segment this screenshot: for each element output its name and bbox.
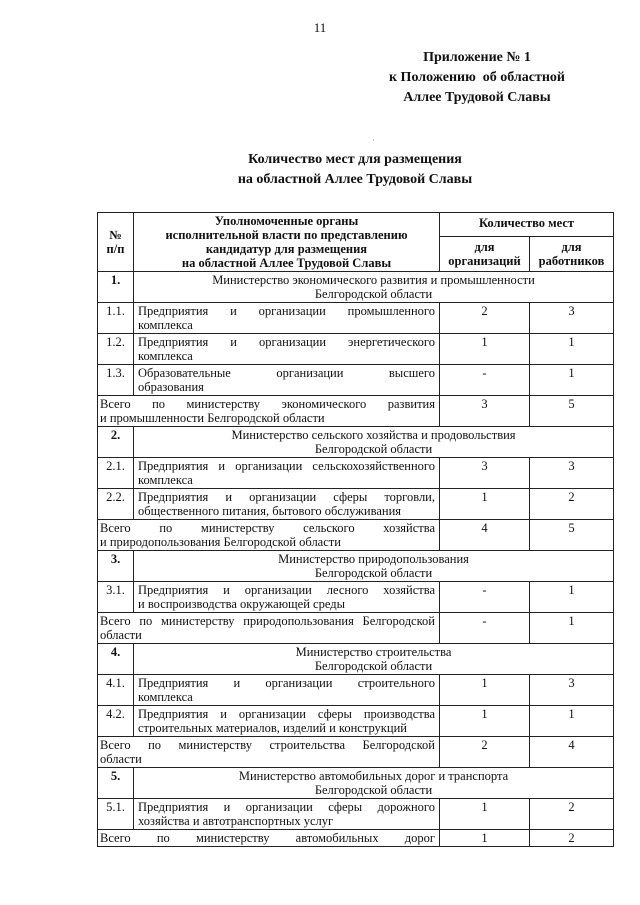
section-title-line: Белгородской области [314,783,433,797]
table-row [98,799,614,830]
section-title-line: Белгородской области [314,659,433,673]
row-description-line: Предприятия и организации сферы производства [138,707,435,721]
table-row [98,458,614,489]
row-description-line: Предприятия и организации сферы торговли, [138,490,435,504]
table-row [98,365,614,396]
row-organizations-count: 1 [440,334,530,365]
total-description [98,613,440,644]
row-description [134,706,440,737]
section-title-line: Белгородской области [314,442,433,456]
row-description-line: Предприятия и организации энергетического [138,335,435,349]
total-organizations-count: 4 [440,520,530,551]
header-number: № п/п [98,213,134,272]
section-title-line: Министерство природопользования [278,552,469,566]
row-description-line: комплекса [138,318,193,332]
section-title [134,644,614,675]
row-description-line: образования [138,380,204,394]
document-title [0,150,640,190]
table-row [98,334,614,365]
row-workers-count: 3 [530,675,614,706]
row-number: 1.2. [98,334,134,365]
total-description-line: и природопользования Белгородской области [100,535,341,549]
total-organizations-count: 3 [440,396,530,427]
header-for-organizations: для организаций [440,236,530,271]
section-title [134,768,614,799]
section-number: 3. [98,551,134,582]
section-title [134,427,614,458]
places-table [97,212,614,847]
row-description-line: общественного питания, бытового обслуживания [138,504,402,518]
row-number: 3.1. [98,582,134,613]
total-description [98,737,440,768]
header-organization: Уполномоченные органы исполнительной власти по представлению кандидатур для размещения на областной Аллее Трудовой Славы [134,213,440,272]
row-number: 2.2. [98,489,134,520]
row-workers-count: 3 [530,458,614,489]
row-organizations-count: 1 [440,706,530,737]
section-title-line: Белгородской области [314,566,433,580]
appendix-line-1: Приложение № 1 [423,50,531,65]
row-description-line: Предприятия и организации сферы дорожного [138,800,435,814]
scan-dot: · [372,136,375,145]
appendix-line-3: Аллее Трудовой Славы [403,90,551,105]
total-row [98,520,614,551]
total-description-line: Всего по министерству сельского хозяйства [100,521,435,535]
row-description-line: комплекса [138,349,193,363]
section-number: 5. [98,768,134,799]
total-workers-count: 1 [530,613,614,644]
row-number: 5.1. [98,799,134,830]
header-for-workers: для работников [530,236,614,271]
row-description-line: строительных материалов, изделий и конструкций [138,721,407,735]
row-workers-count: 3 [530,303,614,334]
table-row [98,582,614,613]
row-organizations-count: - [440,365,530,396]
row-workers-count: 1 [530,706,614,737]
row-organizations-count: 1 [440,675,530,706]
table-row [98,706,614,737]
row-description-line: Предприятия и организации сельскохозяйственного [138,459,435,473]
total-description [98,830,440,847]
total-workers-count: 5 [530,396,614,427]
section-number: 2. [98,427,134,458]
row-number: 4.2. [98,706,134,737]
section-title-line: Министерство сельского хозяйства и продовольствия [231,428,516,442]
row-workers-count: 2 [530,799,614,830]
section-row [98,272,614,303]
total-description-line: и промышленности Белгородской области [100,411,325,425]
total-workers-count: 4 [530,737,614,768]
row-description-line: Предприятия и организации строительного [138,676,435,690]
total-description-line: Всего по министерству экономического развития [100,397,435,411]
row-description [134,458,440,489]
total-row [98,830,614,847]
row-number: 4.1. [98,675,134,706]
table-row [98,675,614,706]
table-row [98,489,614,520]
section-row [98,551,614,582]
row-workers-count: 1 [530,582,614,613]
row-description-line: комплекса [138,473,193,487]
table-row [98,303,614,334]
row-description [134,334,440,365]
total-description [98,396,440,427]
total-description-line: области [100,752,142,766]
row-description [134,582,440,613]
title-line-2: на областной Аллее Трудовой Славы [237,172,473,187]
row-description-line: и воспроизводства окружающей среды [138,597,345,611]
row-organizations-count: 3 [440,458,530,489]
row-workers-count: 2 [530,489,614,520]
total-row [98,737,614,768]
row-number: 2.1. [98,458,134,489]
section-title-line: Белгородской области [314,287,433,301]
total-organizations-count: - [440,613,530,644]
row-description [134,365,440,396]
total-description-line: Всего по министерству природопользования Белгородской [100,614,435,628]
row-workers-count: 1 [530,334,614,365]
row-description [134,799,440,830]
total-organizations-count: 1 [440,830,530,847]
total-workers-count: 2 [530,830,614,847]
section-number: 4. [98,644,134,675]
section-row [98,427,614,458]
title-line-1: Количество мест для размещения [248,152,462,167]
appendix-line-2: к Положению об областной [388,70,566,85]
row-description-line: комплекса [138,690,193,704]
row-number: 1.3. [98,365,134,396]
total-row [98,613,614,644]
section-title [134,551,614,582]
total-description-line: Всего по министерству строительства Белгородской [100,738,435,752]
header-count: Количество мест [440,213,614,237]
section-row [98,644,614,675]
section-title [134,272,614,303]
row-description [134,675,440,706]
total-description [98,520,440,551]
total-organizations-count: 2 [440,737,530,768]
row-organizations-count: 2 [440,303,530,334]
appendix-heading [362,48,592,108]
row-description-line: Предприятия и организации лесного хозяйства [138,583,435,597]
row-description-line: хозяйства и автотранспортных услуг [138,814,334,828]
total-row [98,396,614,427]
row-description-line: Образовательные организации высшего [138,366,435,380]
row-description-line: Предприятия и организации промышленного [138,304,435,318]
section-title-line: Министерство строительства [295,645,452,659]
total-description-line: Всего по министерству автомобильных дорог [100,831,435,845]
row-organizations-count: 1 [440,489,530,520]
total-description-line: области [100,628,142,642]
row-organizations-count: 1 [440,799,530,830]
row-number: 1.1. [98,303,134,334]
total-workers-count: 5 [530,520,614,551]
row-organizations-count: - [440,582,530,613]
section-title-line: Министерство автомобильных дорог и транспорта [238,769,509,783]
section-row [98,768,614,799]
section-title-line: Министерство экономического развития и промышленности [212,273,535,287]
row-description [134,489,440,520]
row-workers-count: 1 [530,365,614,396]
table-header-row [98,213,614,237]
section-number: 1. [98,272,134,303]
page-number: 11 [313,20,327,35]
row-description [134,303,440,334]
